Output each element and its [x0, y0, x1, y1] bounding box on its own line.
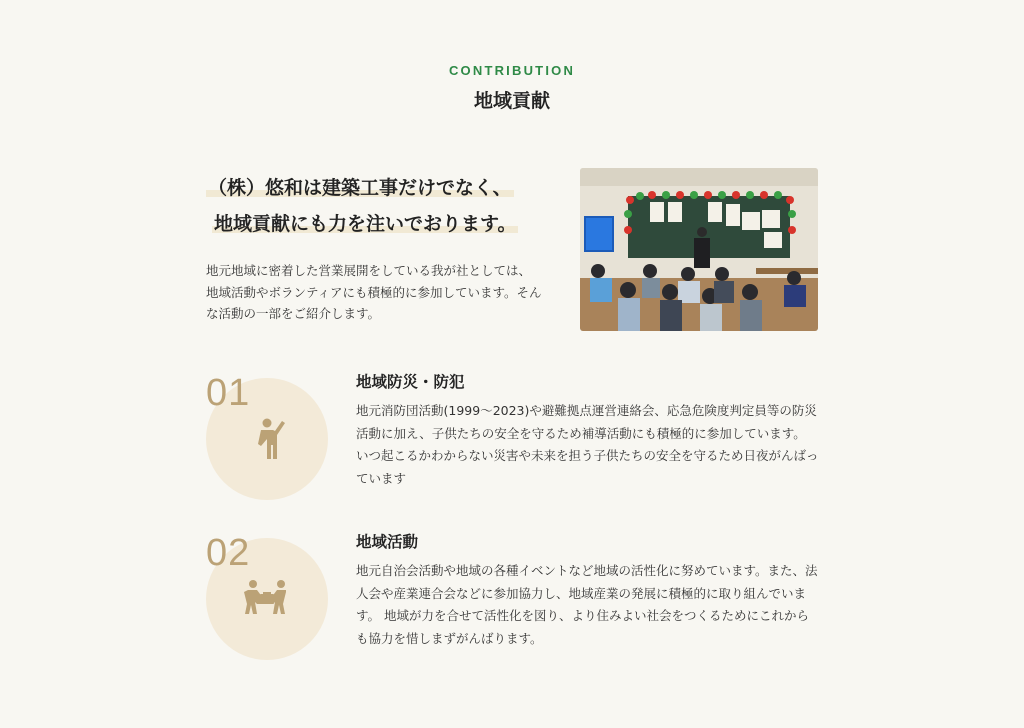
feature-number: 02 — [206, 532, 251, 574]
lead-heading — [206, 170, 518, 242]
feature-body — [356, 400, 820, 490]
section-title: 地域貢献 — [473, 90, 550, 112]
lead-line-2: 地域貢献にも力を注いでおります。 — [214, 213, 517, 235]
two-people-carrying-box-icon — [242, 570, 292, 620]
person-waving-icon — [242, 410, 292, 460]
feature-body-paragraph-1: 地元自治会活動や地域の各種イベントなど地域の活性化に努めています。また、法人会や産業連合会などに参加協力し、地域産業の発展に積極的に取り組んでいます。 地域が力を合せて活性化を図り、より住みよい社会をつくるためにこれからも協力を惜しまずがんばります。 — [356, 563, 818, 646]
lead-line-1: （株）悠和は建築工事だけでなく、 — [208, 177, 512, 199]
feature-number: 01 — [206, 372, 251, 414]
feature-body — [356, 560, 820, 650]
feature-body-paragraph-2: いつ起こるかわからない災害や未来を担う子供たちの安全を守るため日夜がんばっています — [356, 448, 819, 486]
intro-text: 地元地域に密着した営業展開をしている我が社としては、 地域活動やボランティアにも積極的に参加しています。そんな活動の一部をご紹介します。 — [206, 263, 542, 321]
section-eyebrow: CONTRIBUTION — [448, 63, 576, 78]
feature-title: 地域活動 — [356, 533, 419, 551]
classroom-illustration — [580, 168, 818, 331]
feature-body-paragraph-1: 地元消防団活動(1999～2023)や避難拠点運営連絡会、応急危険度判定員等の防災活動に加え、子供たちの安全を守るため補導活動にも積極的に参加しています。 — [356, 403, 817, 441]
feature-title: 地域防災・防犯 — [356, 373, 465, 391]
classroom-photo — [580, 168, 818, 331]
